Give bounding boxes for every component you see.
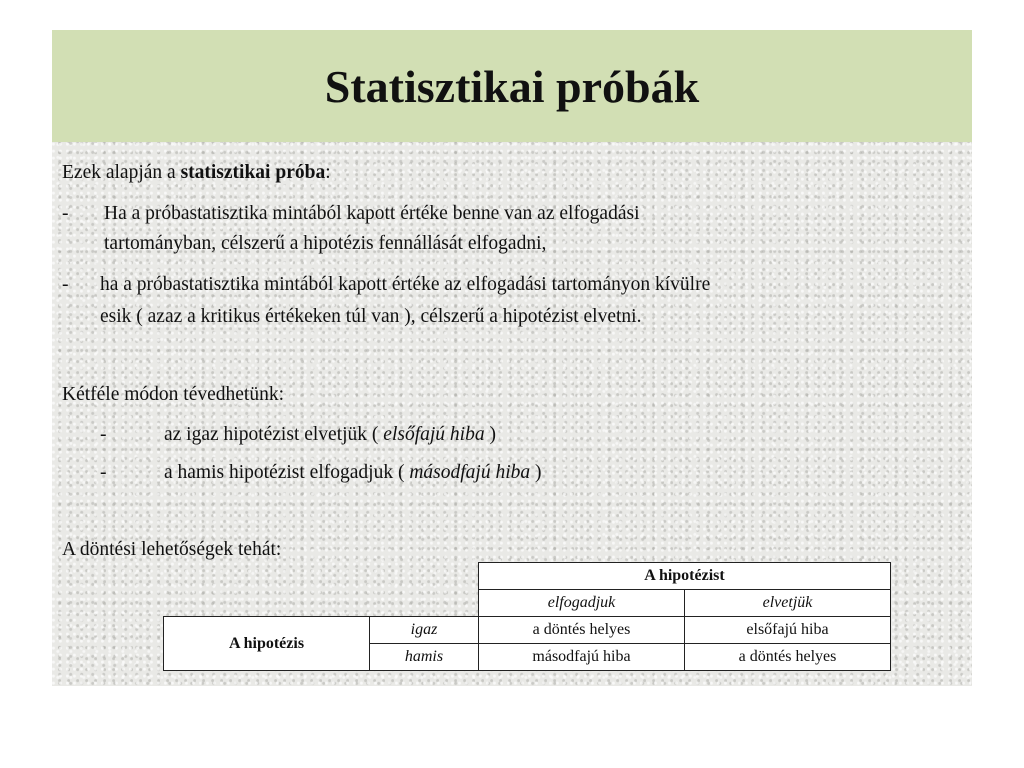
table-empty-cell	[164, 590, 370, 617]
decision-heading: A döntési lehetőségek tehát:	[62, 539, 282, 560]
table-row	[164, 563, 891, 590]
table-empty-cell	[370, 590, 479, 617]
error-1-close: )	[484, 424, 496, 445]
table-empty-cell	[164, 563, 370, 590]
table-cell: elsőfajú hiba	[685, 617, 891, 644]
error-1-dash: -	[100, 424, 107, 445]
decision-table	[163, 562, 891, 671]
table-empty-cell	[370, 563, 479, 590]
error-1-line	[164, 420, 496, 449]
title-bar	[52, 30, 972, 142]
rule-1-line-2: tartományban, célszerű a hipotézis fennállását elfogadni,	[104, 233, 547, 254]
slide-title: Statisztikai próbák	[324, 60, 700, 112]
rule-2-line-2: esik ( azaz a kritikus értékeken túl van ), célszerű a hipotézist elvetni.	[100, 306, 642, 327]
errors-heading: Kétféle módon tévedhetünk:	[62, 384, 285, 405]
error-2-line	[164, 458, 542, 487]
error-2-dash: -	[100, 462, 107, 483]
rule-2-dash: -	[62, 274, 69, 295]
error-2-close: )	[530, 462, 542, 483]
table-cell: a döntés helyes	[479, 617, 685, 644]
table-row	[164, 617, 891, 644]
table-row-label: hamis	[370, 644, 479, 671]
table-row-header: A hipotézis	[164, 617, 370, 671]
table-row	[164, 590, 891, 617]
table-row-label: igaz	[370, 617, 479, 644]
table-col-accept: elfogadjuk	[479, 590, 685, 617]
intro-bold-term: statisztikai próba	[180, 162, 326, 183]
table-col-header: A hipotézist	[479, 563, 891, 590]
rule-2-line-1: ha a próbastatisztika mintából kapott értéke az elfogadási tartományon kívülre	[100, 274, 711, 295]
error-1-term: elsőfajú hiba	[383, 424, 485, 445]
table-cell: másodfajú hiba	[479, 644, 685, 671]
error-2-text: a hamis hipotézist elfogadjuk (	[164, 462, 410, 483]
intro-prefix: Ezek alapján a	[62, 162, 181, 183]
error-1-text: az igaz hipotézist elvetjük (	[164, 424, 384, 445]
rule-1-line-1: Ha a próbastatisztika mintából kapott értéke benne van az elfogadási	[104, 203, 640, 224]
intro-line	[62, 158, 331, 187]
error-2-term: másodfajú hiba	[409, 462, 531, 483]
rule-1-dash: -	[62, 203, 69, 224]
table-cell: a döntés helyes	[685, 644, 891, 671]
table-col-reject: elvetjük	[685, 590, 891, 617]
intro-suffix: :	[325, 162, 331, 183]
